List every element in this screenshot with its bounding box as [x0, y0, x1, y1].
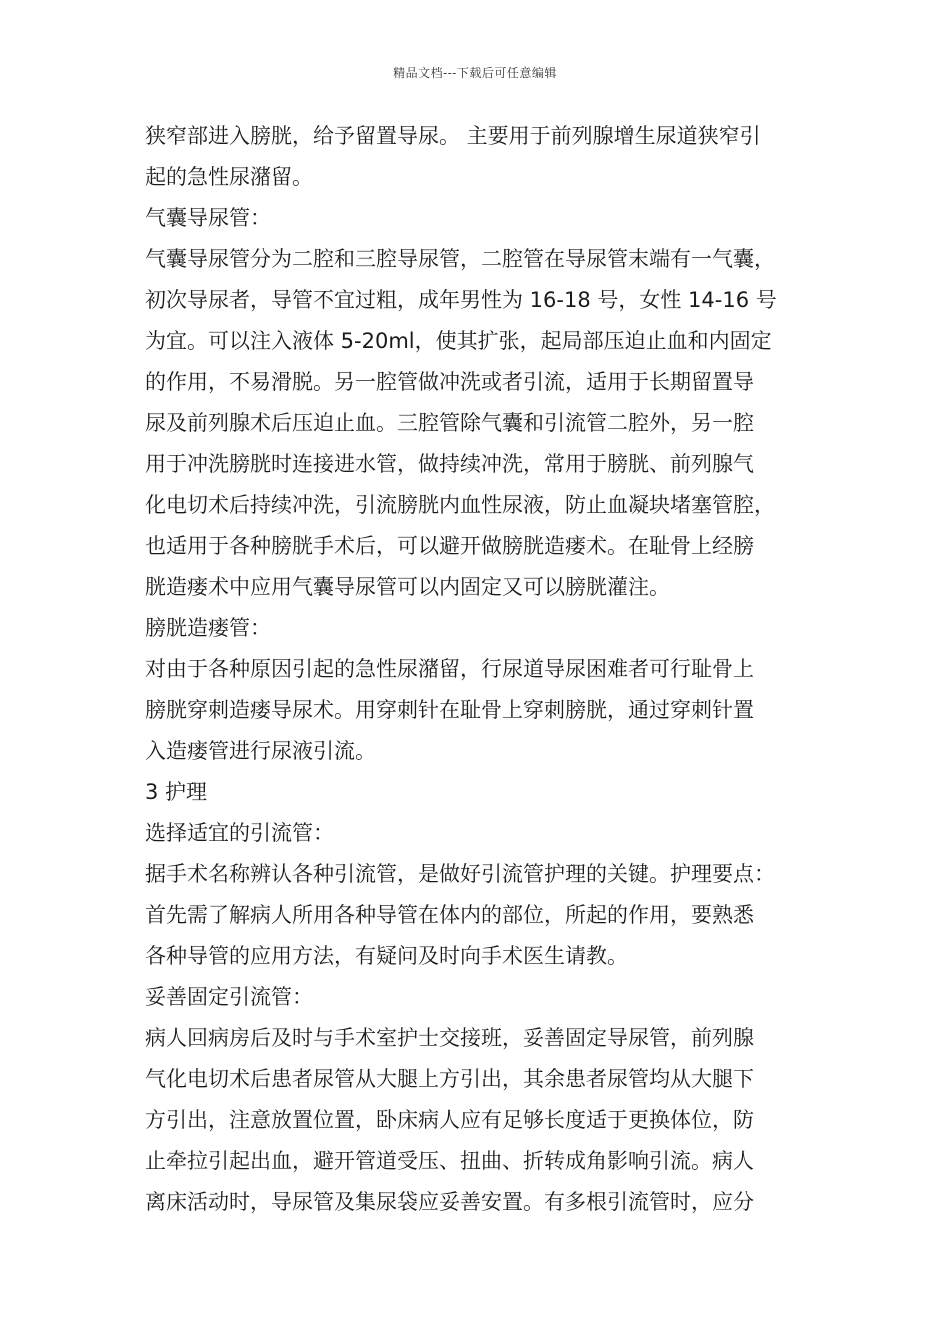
- page-header: 精品文档---下载后可任意编辑: [393, 66, 557, 80]
- text-line: 气化电切术后患者尿管从大腿上方引出，其余患者尿管均从大腿下: [145, 1067, 754, 1091]
- section-heading: 膀胱造瘘管：: [145, 616, 271, 640]
- section-heading: 妥善固定引流管：: [145, 985, 313, 1009]
- text-line: 气囊导尿管分为二腔和三腔导尿管，二腔管在导尿管末端有一气囊，: [145, 247, 775, 271]
- text-line: 离床活动时，导尿管及集尿袋应妥善安置。有多根引流管时，应分: [145, 1190, 754, 1214]
- body-text: [145, 116, 835, 1223]
- text-line: 对由于各种原因引起的急性尿潴留，行尿道导尿困难者可行耻骨上: [145, 657, 754, 681]
- text-line: 也适用于各种膀胱手术后，可以避开做膀胱造瘘术。在耻骨上经膀: [145, 534, 754, 558]
- text-line: 初次导尿者，导管不宜过粗，成年男性为 16-18 号，女性 14-16 号: [145, 288, 777, 312]
- section-heading: 3 护理: [145, 780, 208, 804]
- text-line: 首先需了解病人所用各种导管在体内的部位，所起的作用，要熟悉: [145, 903, 754, 927]
- text-line: 狭窄部进入膀胱，给予留置导尿。 主要用于前列腺增生尿道狭窄引: [145, 124, 761, 148]
- text-line: 据手术名称辨认各种引流管，是做好引流管护理的关键。护理要点：: [145, 862, 775, 886]
- text-line: 胱造瘘术中应用气囊导尿管可以内固定又可以膀胱灌注。: [145, 575, 670, 599]
- text-line: 用于冲洗膀胱时连接进水管，做持续冲洗，常用于膀胱、前列腺气: [145, 452, 754, 476]
- text-line: 各种导管的应用方法，有疑问及时向手术医生请教。: [145, 944, 628, 968]
- text-line: 的作用，不易滑脱。另一腔管做冲洗或者引流，适用于长期留置导: [145, 370, 754, 394]
- section-heading: 气囊导尿管：: [145, 206, 271, 230]
- text-line: 方引出，注意放置位置，卧床病人应有足够长度适于更换体位，防: [145, 1108, 754, 1132]
- text-line: 起的急性尿潴留。: [145, 165, 313, 189]
- text-line: 病人回病房后及时与手术室护士交接班，妥善固定导尿管，前列腺: [145, 1026, 754, 1050]
- text-line: 止牵拉引起出血，避开管道受压、扭曲、折转成角影响引流。病人: [145, 1149, 754, 1173]
- text-line: 尿及前列腺术后压迫止血。三腔管除气囊和引流管二腔外，另一腔: [145, 411, 754, 435]
- text-line: 化电切术后持续冲洗，引流膀胱内血性尿液，防止血凝块堵塞管腔，: [145, 493, 775, 517]
- text-line: 膀胱穿刺造瘘导尿术。用穿刺针在耻骨上穿刺膀胱，通过穿刺针置: [145, 698, 754, 722]
- text-line: 为宜。可以注入液体 5-20ml，使其扩张，起局部压迫止血和内固定: [145, 329, 772, 353]
- text-line: 入造瘘管进行尿液引流。: [145, 739, 376, 763]
- section-heading: 选择适宜的引流管：: [145, 821, 334, 845]
